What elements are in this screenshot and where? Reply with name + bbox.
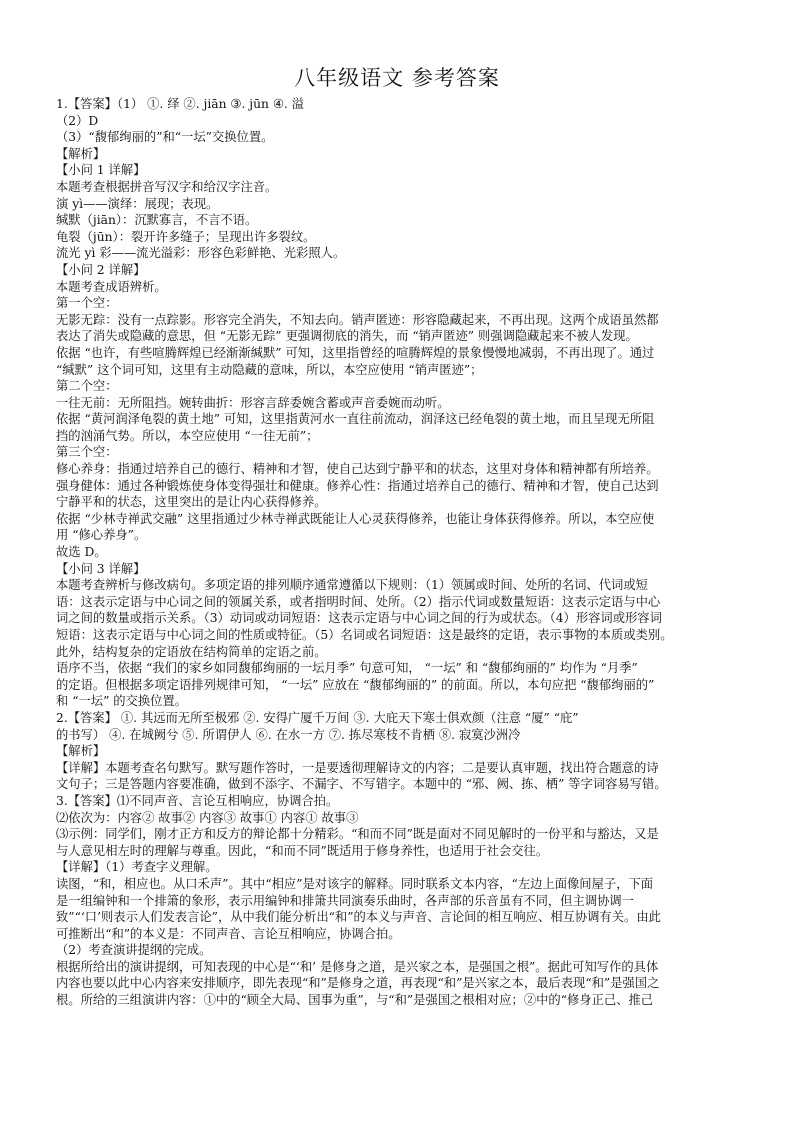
text-line: 流光 yì 彩——流光溢彩：形容色彩鲜艳、光彩照人。	[56, 246, 346, 261]
text-line: 此外，结构复杂的定语放在结构简单的定语之前。	[56, 644, 327, 659]
text-line: 本题考查辨析与修改病句。多项定语的排列顺序通常遵循以下规则：（1）领属或时间、处所的名词、代词或短	[56, 578, 648, 593]
text-line: 文句子；三是答题内容要准确，做到不添字、不漏字、不写错字。本题中的 “邪、阙、拣、栖” 等字词容易写错。	[56, 777, 667, 792]
text-line: 强身健体：通过各种锻炼使身体变得强壮和健康。修养心性：指通过培养自己的德行、精神和才智，使自己达到	[56, 478, 659, 493]
text-line: 表达了消失或隐藏的意思，但 “无影无踪” 更强调彻底的消失，而 “销声匿迹” 则强调隐藏起来不被人发现。	[56, 329, 638, 344]
text-line: （3）“馥郁绚丽的”和“一坛”交换位置。	[56, 130, 274, 145]
page-title: 八年级语文 参考答案	[294, 66, 500, 90]
text-line: 缄默（jiān）：沉默寡言，不言不语。	[56, 213, 258, 228]
text-line: 本题考查成语辨析。	[56, 279, 167, 294]
text-line: 第二个空：	[56, 379, 118, 394]
text-line: 致”“‘口’则表示人们发表言论”，从中我们能分析出“和”的本义与声音、言论间的相互响应、相互协调有关。由此	[56, 910, 661, 925]
text-line: 的书写） ④. 在城阙兮 ⑤. 所谓伊人 ⑥. 在水一方 ⑦. 拣尽寒枝不肯栖 ⑧. 寂寞沙洲冷	[56, 727, 521, 742]
text-line: 1.【答案】（1） ①. 绎 ②. jiān ③. jūn ④. 溢	[56, 97, 304, 111]
text-line: 短语：这表示定语与中心词之间的性质或特征。（5）名词或名词短语：这是最终的定语，表示事物的本质或类别。	[56, 628, 673, 642]
text-line: 3.【答案】⑴不同声音、言论互相响应，协调合拍。	[56, 793, 339, 808]
text-line: 【小问 2 详解】	[56, 262, 146, 277]
text-line: 语：这表示定语与中心词之间的领属关系，或者指明时间、处所。（2）指示代词或数量短语：这表示定语与中心	[56, 594, 661, 609]
text-line: 【解析】	[56, 744, 106, 759]
text-line: 与人意见相左时的理解与尊重。因此，“和而不同”既适用于修身养性，也适用于社会交往。	[56, 843, 549, 858]
text-line: 【小问 3 详解】	[56, 561, 146, 576]
text-line: 的定语。但根据多项定语排列规律可知， “一坛” 应放在 “馥郁绚丽的” 的前面。所以，本句应把 “馥郁绚丽的”	[56, 677, 655, 692]
text-line: 根。所给的三组演讲内容：①中的“顾全大局、国事为重”，与“和”是强国之根相对应；②中的“修身正己、推己	[56, 993, 654, 1008]
text-line: 【详解】本题考查名句默写。默写题作答时，一是要透彻理解诗文的内容；二是要认真审题，找出符合题意的诗	[56, 760, 659, 775]
text-line: ⑵依次为：内容② 故事② 内容③ 故事① 内容① 故事③	[56, 810, 359, 825]
text-line: 第一个空：	[56, 296, 118, 311]
text-line: 是一组编钟和一个排箫的象形，表示用编钟和排箫共同演奏乐曲时，各声部的乐音虽有不同，但主调协调一	[56, 893, 634, 908]
text-line: 第三个空：	[56, 445, 118, 460]
text-line: 内容也要以此中心内容来安排顺序，即先表现“和”是修身之道，再表现“和”是兴家之本，最后表现“和”是强国之	[56, 976, 660, 991]
text-line: 挡的汹涌气势。所以，本空应使用 “一往无前”；	[56, 428, 319, 443]
text-line: 故选 D。	[56, 545, 107, 560]
text-line: 依据 “黄河润泽龟裂的黄土地” 可知，这里指黄河水一直往前流动，润泽这已经龟裂的黄土地，而且呈现无所阻	[56, 412, 655, 427]
text-line: 无影无踪：没有一点踪影。形容完全消失，不知去向。销声匿迹：形容隐藏起来，不再出现。这两个成语虽然都	[56, 312, 659, 327]
text-line: 演 yì——演绎：展现；表现。	[56, 196, 219, 211]
text-line: 读图，“和，相应也。从口禾声”。其中“相应”是对该字的解释。同时联系文本内容，“左边上面像间屋子，下面	[56, 876, 654, 891]
text-line: 语序不当，依据 “我们的家乡如同馥郁绚丽的一坛月季” 句意可知， “一坛” 和 “馥郁绚丽的” 均作为 “月季”	[56, 661, 638, 676]
text-line: （2）考查演讲提纲的完成。	[56, 943, 212, 958]
text-line: 词之间的数量或指示关系。（3）动词或动词短语：这表示定语与中心词之间的行为或状态。（4）形容词或形容词	[56, 611, 662, 626]
text-line: 可推断出“和”的本义是：不同声音、言论互相响应，协调合拍。	[56, 926, 401, 941]
text-line: 龟裂（jūn）：裂开许多缝子；呈现出许多裂纹。	[56, 229, 316, 244]
text-line: 【小问 1 详解】	[56, 163, 146, 178]
text-line: ⑶示例：同学们，刚才正方和反方的辩论都十分精彩。“和而不同”既是面对不同见解时的一份平和与豁达，又是	[56, 827, 659, 842]
text-line: 【详解】（1）考查字义理解。	[56, 860, 218, 875]
text-line: 修心养身：指通过培养自己的德行、精神和才智，使自己达到宁静平和的状态，这里对身体和精神都有所培养。	[56, 462, 659, 477]
text-line: 依据 “也许，有些喧腾辉煌已经渐渐缄默” 可知，这里指曾经的喧腾辉煌的景象慢慢地减弱，不再出现了。通过	[56, 345, 655, 360]
answer-text-body	[56, 96, 746, 1009]
text-line: 2.【答案】 ①. 其远而无所至极邪 ②. 安得广厦千万间 ③. 大庇天下寒士俱欢颜（注意 “厦” “庇”	[56, 710, 579, 725]
text-line: 【解析】	[56, 146, 106, 161]
text-line: 宁静平和的状态，这里突出的是让内心获得修养。	[56, 495, 327, 510]
text-line: 依据 “少林寺禅武交融” 这里指通过少林寺禅武既能让人心灵获得修养，也能让身体获得修养。所以，本空应使	[56, 511, 655, 526]
text-line: 一往无前：无所阻挡。婉转曲折：形容言辞委婉含蓄或声音委婉而动听。	[56, 395, 450, 410]
text-line: 本题考查根据拼音写汉字和给汉字注音。	[56, 179, 278, 194]
text-line: 根据所给出的演讲提纲，可知表现的中心是“‘和’ 是修身之道，是兴家之本，是强国之根”。据此可知写作的具体	[56, 959, 659, 974]
text-line: 用 “修心养身”。	[56, 528, 147, 543]
text-line: “缄默” 这个词可知，这里有主动隐藏的意味，所以，本空应使用 “销声匿迹”；	[56, 362, 483, 377]
text-line: （2）D	[56, 113, 99, 128]
text-line: 和 “一坛” 的交换位置。	[56, 694, 188, 709]
